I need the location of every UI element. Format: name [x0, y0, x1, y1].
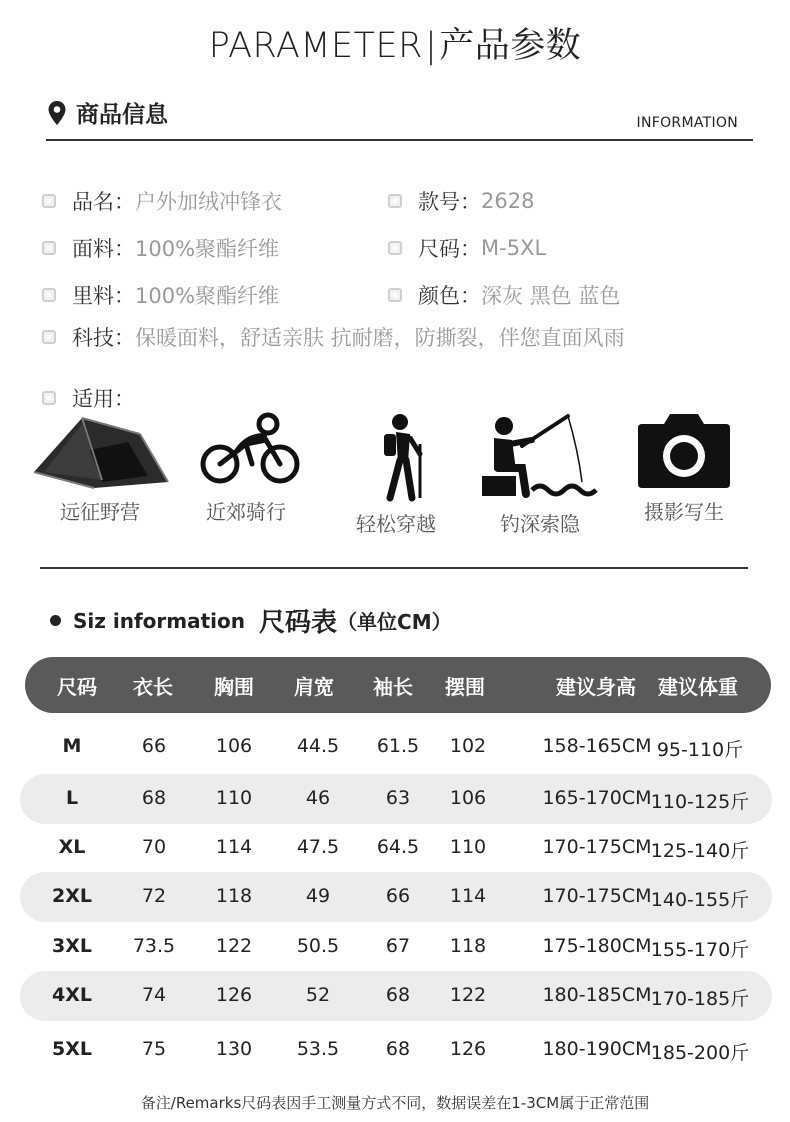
info-value: 100%聚酯纤维 — [135, 237, 280, 261]
table-header-cell: 建议体重 — [658, 675, 738, 699]
table-cell: 64.5 — [376, 836, 420, 858]
size-section-title-cn: 尺码表 — [259, 608, 338, 638]
info-label: 颜色： — [418, 284, 481, 308]
bullet-icon — [388, 194, 402, 208]
table-cell: 122 — [449, 984, 487, 1006]
info-tech — [42, 322, 625, 352]
info-name — [42, 186, 282, 216]
bullet-icon — [42, 194, 56, 208]
table-cell: 114 — [449, 885, 487, 907]
info-style-no — [388, 186, 534, 216]
info-label: 科技： — [72, 326, 135, 350]
table-cell: 106 — [449, 787, 487, 809]
table-cell: 95-110斤 — [656, 739, 744, 761]
table-cell: 66 — [141, 735, 167, 757]
table-header-cell: 肩宽 — [294, 675, 334, 699]
table-cell: 130 — [215, 1038, 253, 1060]
table-cell: 67 — [385, 935, 411, 957]
info-value: 保暖面料，舒适亲肤 抗耐磨，防撕裂，伴您直面风雨 — [135, 326, 625, 350]
section-divider — [46, 139, 753, 141]
table-cell: 68 — [141, 787, 167, 809]
table-cell: 53.5 — [296, 1038, 340, 1060]
bullet-icon — [42, 288, 56, 302]
size-section-unit: （单位CM） — [337, 610, 452, 634]
table-row — [20, 872, 772, 922]
bullet-icon — [42, 241, 56, 255]
table-cell: 170-185斤 — [650, 988, 750, 1010]
info-value: 深灰 黑色 蓝色 — [481, 284, 621, 308]
table-cell: M — [62, 735, 82, 757]
table-cell: 68 — [385, 984, 411, 1006]
location-pin-icon — [48, 101, 66, 125]
table-cell: L — [65, 787, 79, 809]
section-divider — [40, 567, 748, 569]
cyclist-icon — [176, 410, 316, 490]
table-cell: 66 — [385, 885, 411, 907]
table-header-cell: 衣长 — [133, 675, 173, 699]
table-cell: 3XL — [52, 935, 92, 957]
info-label: 尺码： — [418, 237, 481, 261]
table-cell: 75 — [141, 1038, 167, 1060]
fishing-icon — [470, 410, 610, 502]
table-cell: 118 — [449, 935, 487, 957]
activity-label: 摄影写生 — [644, 500, 724, 524]
table-cell: 2XL — [52, 885, 92, 907]
title-separator: | — [424, 26, 438, 66]
activity-fishing — [470, 410, 610, 537]
table-cell: 46 — [305, 787, 331, 809]
size-table-header — [25, 657, 771, 713]
table-cell: 63 — [385, 787, 411, 809]
activity-photography — [614, 410, 754, 525]
table-cell: 122 — [215, 935, 253, 957]
table-cell: 118 — [215, 885, 253, 907]
info-lining — [42, 280, 279, 310]
info-label: 品名： — [72, 190, 135, 214]
activity-label: 近郊骑行 — [206, 500, 286, 524]
section-title: 商品信息 — [76, 102, 168, 128]
section-title-en: INFORMATION — [636, 115, 738, 131]
page-title — [0, 18, 790, 68]
activity-hiking — [326, 410, 466, 537]
table-cell: 114 — [215, 836, 253, 858]
bullet-icon — [388, 288, 402, 302]
hiker-icon — [326, 410, 466, 502]
table-cell: 72 — [141, 885, 167, 907]
table-header-cell: 建议身高 — [556, 675, 636, 699]
table-cell: 70 — [141, 836, 167, 858]
table-cell: 140-155斤 — [650, 889, 750, 911]
table-cell: 49 — [305, 885, 331, 907]
activity-cycling — [176, 410, 316, 525]
table-cell: 175-180CM — [542, 935, 652, 957]
info-value: 户外加绒冲锋衣 — [135, 190, 282, 214]
table-cell: 5XL — [52, 1038, 92, 1060]
info-suitable — [42, 383, 135, 413]
table-cell: 4XL — [52, 984, 92, 1006]
table-row — [20, 1025, 772, 1075]
remarks-note: 备注/Remarks尺码表因手工测量方式不同，数据误差在1-3CM属于正常范围 — [140, 1094, 650, 1112]
info-label: 面料： — [72, 237, 135, 261]
activity-label: 轻松穿越 — [356, 512, 436, 536]
activity-camping — [30, 410, 170, 525]
table-header-cell: 胸围 — [214, 675, 254, 699]
info-label: 里料： — [72, 284, 135, 308]
table-cell: 165-170CM — [542, 787, 652, 809]
table-cell: 110 — [449, 836, 487, 858]
table-row — [20, 823, 772, 873]
table-header-cell: 摆围 — [445, 675, 485, 699]
table-cell: 155-170斤 — [650, 939, 750, 961]
table-cell: 185-200斤 — [650, 1042, 750, 1064]
table-cell: XL — [58, 836, 86, 858]
info-size — [388, 233, 546, 263]
table-header-cell: 袖长 — [373, 675, 413, 699]
camera-icon — [614, 410, 754, 490]
tent-icon — [30, 410, 170, 490]
table-cell: 74 — [141, 984, 167, 1006]
info-value: 100%聚酯纤维 — [135, 284, 280, 308]
table-cell: 110-125斤 — [650, 791, 750, 813]
table-cell: 110 — [215, 787, 253, 809]
table-cell: 50.5 — [296, 935, 340, 957]
activity-list — [30, 410, 760, 540]
table-row — [20, 774, 772, 824]
table-cell: 68 — [385, 1038, 411, 1060]
info-color — [388, 280, 620, 310]
table-row — [20, 971, 772, 1021]
table-cell: 126 — [215, 984, 253, 1006]
table-cell: 44.5 — [296, 735, 340, 757]
title-en: PARAMETER — [208, 26, 423, 66]
activity-label: 钓深索隐 — [500, 512, 580, 536]
table-header-cell: 尺码 — [57, 675, 97, 699]
table-cell: 102 — [449, 735, 487, 757]
dot-icon — [50, 615, 61, 626]
table-cell: 52 — [305, 984, 331, 1006]
size-section-title-en: Siz information — [73, 608, 245, 633]
table-row — [20, 922, 772, 972]
bullet-icon — [42, 391, 56, 405]
table-cell: 47.5 — [296, 836, 340, 858]
info-fabric — [42, 233, 279, 263]
table-cell: 126 — [449, 1038, 487, 1060]
info-label: 款号： — [418, 190, 481, 214]
info-value: 2628 — [481, 189, 535, 213]
info-value: M-5XL — [481, 236, 547, 260]
table-cell: 170-175CM — [542, 836, 652, 858]
table-cell: 170-175CM — [542, 885, 652, 907]
table-cell: 106 — [215, 735, 253, 757]
table-cell: 180-190CM — [542, 1038, 652, 1060]
bullet-icon — [388, 241, 402, 255]
title-cn: 产品参数 — [439, 26, 582, 66]
bullet-icon — [42, 330, 56, 344]
info-label: 适用： — [72, 387, 135, 411]
table-cell: 125-140斤 — [650, 840, 750, 862]
table-row — [20, 722, 772, 772]
table-cell: 61.5 — [376, 735, 420, 757]
activity-label: 远征野营 — [60, 500, 140, 524]
table-cell: 158-165CM — [542, 735, 652, 757]
size-section-header — [50, 602, 452, 639]
section-header — [48, 96, 168, 129]
table-cell: 73.5 — [132, 935, 176, 957]
table-cell: 180-185CM — [542, 984, 652, 1006]
